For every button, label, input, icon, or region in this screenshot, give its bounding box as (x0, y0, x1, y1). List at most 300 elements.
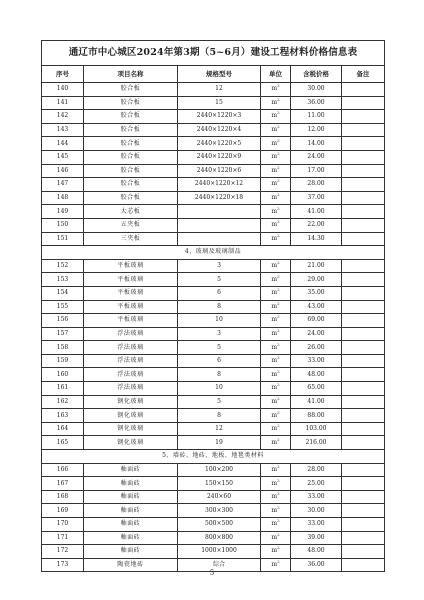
cell-note (342, 327, 385, 341)
unit-superscript: 2 (277, 219, 280, 225)
cell-note (342, 83, 385, 97)
unit-superscript: 2 (277, 151, 280, 157)
unit-superscript: 2 (277, 137, 280, 143)
cell-spec: 150×150 (178, 477, 261, 491)
cell-name: 胶合板 (84, 137, 178, 151)
cell-unit (261, 531, 291, 545)
table-row (42, 110, 385, 124)
table-row (42, 178, 385, 192)
cell-note (342, 150, 385, 164)
cell-price: 37.00 (291, 191, 342, 205)
cell-price: 12.00 (291, 123, 342, 137)
table-row (42, 354, 385, 368)
cell-note (342, 382, 385, 396)
cell-price: 39.00 (291, 531, 342, 545)
cell-unit (261, 123, 291, 137)
cell-price: 28.00 (291, 178, 342, 192)
unit-superscript: 2 (277, 477, 280, 483)
table-row (42, 504, 385, 518)
cell-name: 钢化玻璃 (84, 436, 178, 450)
cell-name: 釉面砖 (84, 545, 178, 559)
section-row (42, 450, 385, 464)
cell-unit (261, 477, 291, 491)
cell-spec: 6 (178, 354, 261, 368)
cell-note (342, 409, 385, 423)
cell-no: 150 (42, 218, 84, 232)
unit-base: m (271, 234, 278, 242)
cell-price: 29.00 (291, 273, 342, 287)
cell-unit (261, 314, 291, 328)
cell-note (342, 218, 385, 232)
unit-superscript: 2 (277, 260, 280, 266)
cell-note (342, 490, 385, 504)
table-row (42, 191, 385, 205)
cell-spec: 2440×1220×9 (178, 150, 261, 164)
unit-base: m (271, 465, 278, 473)
table-row (42, 341, 385, 355)
table-row (42, 123, 385, 137)
unit-base: m (271, 316, 278, 324)
cell-name: 陶瓷地砖 (84, 558, 178, 572)
cell-name: 釉面砖 (84, 477, 178, 491)
cell-note (342, 191, 385, 205)
cell-no: 169 (42, 504, 84, 518)
cell-name: 釉面砖 (84, 531, 178, 545)
cell-note (342, 518, 385, 532)
cell-unit (261, 341, 291, 355)
cell-name: 平板玻璃 (84, 314, 178, 328)
cell-note (342, 96, 385, 110)
unit-superscript: 2 (277, 232, 280, 238)
cell-spec: 2440×1220×18 (178, 191, 261, 205)
table-row (42, 327, 385, 341)
section-row (42, 246, 385, 260)
cell-spec: 12 (178, 83, 261, 97)
unit-base: m (271, 397, 278, 405)
cell-unit (261, 327, 291, 341)
table-body (42, 83, 385, 572)
unit-superscript: 2 (277, 164, 280, 170)
cell-name: 浮法玻璃 (84, 354, 178, 368)
cell-price: 36.00 (291, 558, 342, 572)
cell-price: 25.00 (291, 477, 342, 491)
cell-price: 65.00 (291, 382, 342, 396)
cell-unit (261, 368, 291, 382)
cell-spec: 15 (178, 96, 261, 110)
cell-no: 165 (42, 436, 84, 450)
col-header-no: 序号 (42, 66, 84, 83)
cell-name: 平板玻璃 (84, 300, 178, 314)
cell-name: 釉面砖 (84, 518, 178, 532)
cell-spec (178, 232, 261, 246)
table-title: 通辽市中心城区2024年第3期（5~6月）建设工程材料价格信息表 (42, 41, 385, 66)
unit-superscript: 2 (277, 287, 280, 293)
col-header-spec: 规格型号 (178, 66, 261, 83)
cell-no: 172 (42, 545, 84, 559)
unit-base: m (271, 98, 278, 106)
cell-unit (261, 273, 291, 287)
unit-base: m (271, 493, 278, 501)
cell-no: 148 (42, 191, 84, 205)
unit-superscript: 2 (277, 205, 280, 211)
unit-superscript: 2 (277, 355, 280, 361)
cell-unit (261, 300, 291, 314)
cell-name: 三夹板 (84, 232, 178, 246)
cell-spec (178, 218, 261, 232)
cell-unit (261, 422, 291, 436)
cell-no: 157 (42, 327, 84, 341)
unit-base: m (271, 207, 278, 215)
unit-base: m (271, 506, 278, 514)
cell-note (342, 368, 385, 382)
cell-note (342, 545, 385, 559)
cell-note (342, 205, 385, 219)
cell-price: 11.00 (291, 110, 342, 124)
unit-base: m (271, 329, 278, 337)
cell-note (342, 164, 385, 178)
cell-price: 26.00 (291, 341, 342, 355)
unit-base: m (271, 357, 278, 365)
cell-price: 43.00 (291, 300, 342, 314)
cell-name: 平板玻璃 (84, 273, 178, 287)
cell-no: 161 (42, 382, 84, 396)
cell-price: 88.00 (291, 409, 342, 423)
cell-no: 159 (42, 354, 84, 368)
unit-base: m (271, 384, 278, 392)
unit-base: m (271, 370, 278, 378)
cell-no: 147 (42, 178, 84, 192)
cell-spec: 2440×1220×3 (178, 110, 261, 124)
unit-superscript: 2 (277, 83, 280, 89)
cell-no: 163 (42, 409, 84, 423)
cell-note (342, 232, 385, 246)
cell-price: 69.00 (291, 314, 342, 328)
cell-price: 41.00 (291, 205, 342, 219)
table-row (42, 436, 385, 450)
table-row (42, 273, 385, 287)
unit-superscript: 2 (277, 341, 280, 347)
cell-unit (261, 259, 291, 273)
table-row (42, 409, 385, 423)
cell-unit (261, 137, 291, 151)
cell-spec: 5 (178, 273, 261, 287)
cell-unit (261, 164, 291, 178)
cell-unit (261, 218, 291, 232)
unit-base: m (271, 561, 278, 569)
cell-unit (261, 504, 291, 518)
cell-unit (261, 178, 291, 192)
col-header-note: 备注 (342, 66, 385, 83)
cell-unit (261, 232, 291, 246)
cell-price: 14.00 (291, 137, 342, 151)
cell-price: 28.00 (291, 463, 342, 477)
cell-name: 胶合板 (84, 191, 178, 205)
unit-base: m (271, 302, 278, 310)
unit-superscript: 2 (277, 436, 280, 442)
cell-name: 胶合板 (84, 150, 178, 164)
table-row (42, 164, 385, 178)
unit-base: m (271, 180, 278, 188)
unit-superscript: 2 (277, 518, 280, 524)
cell-name: 胶合板 (84, 164, 178, 178)
cell-no: 141 (42, 96, 84, 110)
unit-superscript: 2 (277, 559, 280, 565)
cell-price: 36.00 (291, 96, 342, 110)
cell-note (342, 314, 385, 328)
cell-price: 41.00 (291, 395, 342, 409)
table-row (42, 286, 385, 300)
cell-no: 171 (42, 531, 84, 545)
unit-base: m (271, 153, 278, 161)
cell-spec: 8 (178, 300, 261, 314)
cell-spec: 10 (178, 314, 261, 328)
table-row (42, 463, 385, 477)
cell-price: 35.00 (291, 286, 342, 300)
cell-note (342, 422, 385, 436)
cell-no: 145 (42, 150, 84, 164)
cell-note (342, 137, 385, 151)
cell-note (342, 504, 385, 518)
table-row (42, 382, 385, 396)
table-row (42, 150, 385, 164)
cell-spec: 5 (178, 341, 261, 355)
cell-note (342, 273, 385, 287)
unit-superscript: 2 (277, 178, 280, 184)
table-row (42, 96, 385, 110)
section-label: 5、墙砖、地砖、地板、地毯类材料 (42, 450, 385, 464)
cell-no: 162 (42, 395, 84, 409)
cell-spec: 500×500 (178, 518, 261, 532)
unit-base: m (271, 533, 278, 541)
cell-spec: 综合 (178, 558, 261, 572)
cell-name: 钢化玻璃 (84, 409, 178, 423)
cell-unit (261, 545, 291, 559)
cell-note (342, 477, 385, 491)
cell-note (342, 531, 385, 545)
cell-unit (261, 382, 291, 396)
col-header-name: 项目名称 (84, 66, 178, 83)
cell-name: 五夹板 (84, 218, 178, 232)
cell-name: 胶合板 (84, 83, 178, 97)
cell-name: 釉面砖 (84, 463, 178, 477)
cell-price: 33.00 (291, 518, 342, 532)
table-row (42, 490, 385, 504)
table-row (42, 368, 385, 382)
unit-base: m (271, 139, 278, 147)
cell-no: 153 (42, 273, 84, 287)
cell-spec: 8 (178, 368, 261, 382)
cell-unit (261, 150, 291, 164)
cell-no: 170 (42, 518, 84, 532)
cell-note (342, 395, 385, 409)
cell-spec: 800×800 (178, 531, 261, 545)
cell-name: 平板玻璃 (84, 286, 178, 300)
cell-no: 156 (42, 314, 84, 328)
unit-base: m (271, 343, 278, 351)
unit-base: m (271, 112, 278, 120)
cell-note (342, 463, 385, 477)
cell-no: 152 (42, 259, 84, 273)
cell-no: 158 (42, 341, 84, 355)
cell-unit (261, 110, 291, 124)
cell-name: 胶合板 (84, 123, 178, 137)
cell-name: 浮法玻璃 (84, 382, 178, 396)
cell-name: 平板玻璃 (84, 259, 178, 273)
cell-spec: 19 (178, 436, 261, 450)
cell-unit (261, 96, 291, 110)
unit-base: m (271, 438, 278, 446)
cell-name: 釉面砖 (84, 504, 178, 518)
cell-name: 釉面砖 (84, 490, 178, 504)
cell-note (342, 354, 385, 368)
unit-superscript: 2 (277, 192, 280, 198)
cell-unit (261, 191, 291, 205)
cell-spec: 2440×1220×6 (178, 164, 261, 178)
unit-base: m (271, 262, 278, 270)
cell-name: 胶合板 (84, 110, 178, 124)
table-row (42, 314, 385, 328)
cell-note (342, 178, 385, 192)
cell-note (342, 110, 385, 124)
cell-note (342, 123, 385, 137)
cell-unit (261, 83, 291, 97)
unit-superscript: 2 (277, 382, 280, 388)
cell-price: 14.30 (291, 232, 342, 246)
unit-base: m (271, 411, 278, 419)
cell-no: 173 (42, 558, 84, 572)
unit-superscript: 2 (277, 314, 280, 320)
cell-name: 大芯板 (84, 205, 178, 219)
cell-note (342, 286, 385, 300)
unit-superscript: 2 (277, 327, 280, 333)
price-table (41, 40, 385, 572)
cell-name: 浮法玻璃 (84, 327, 178, 341)
unit-superscript: 2 (277, 273, 280, 279)
cell-unit (261, 395, 291, 409)
cell-spec: 12 (178, 422, 261, 436)
cell-unit (261, 490, 291, 504)
cell-unit (261, 436, 291, 450)
cell-spec: 300×300 (178, 504, 261, 518)
unit-superscript: 2 (277, 491, 280, 497)
cell-unit (261, 409, 291, 423)
cell-spec: 2440×1220×5 (178, 137, 261, 151)
cell-price: 48.00 (291, 545, 342, 559)
cell-spec: 3 (178, 327, 261, 341)
cell-spec: 1000×1000 (178, 545, 261, 559)
unit-superscript: 2 (277, 110, 280, 116)
cell-price: 216.00 (291, 436, 342, 450)
cell-name: 胶合板 (84, 96, 178, 110)
cell-no: 149 (42, 205, 84, 219)
cell-unit (261, 354, 291, 368)
col-header-unit: 单位 (261, 66, 291, 83)
cell-price: 30.00 (291, 504, 342, 518)
unit-base: m (271, 275, 278, 283)
cell-spec: 6 (178, 286, 261, 300)
cell-no: 155 (42, 300, 84, 314)
table-row (42, 218, 385, 232)
cell-no: 140 (42, 83, 84, 97)
unit-superscript: 2 (277, 463, 280, 469)
table-row (42, 83, 385, 97)
table-row (42, 422, 385, 436)
cell-price: 33.00 (291, 354, 342, 368)
unit-superscript: 2 (277, 124, 280, 130)
cell-price: 30.00 (291, 83, 342, 97)
unit-base: m (271, 126, 278, 134)
cell-no: 154 (42, 286, 84, 300)
unit-superscript: 2 (277, 96, 280, 102)
unit-base: m (271, 479, 278, 487)
unit-superscript: 2 (277, 395, 280, 401)
cell-no: 146 (42, 164, 84, 178)
unit-superscript: 2 (277, 300, 280, 306)
cell-no: 142 (42, 110, 84, 124)
price-table-frame (41, 40, 384, 569)
cell-spec: 100×200 (178, 463, 261, 477)
unit-superscript: 2 (277, 545, 280, 551)
cell-spec: 3 (178, 259, 261, 273)
cell-price: 22.00 (291, 218, 342, 232)
unit-base: m (271, 85, 278, 93)
cell-spec: 8 (178, 409, 261, 423)
header-row (42, 66, 385, 83)
cell-unit (261, 463, 291, 477)
table-row (42, 232, 385, 246)
cell-unit (261, 286, 291, 300)
table-row (42, 477, 385, 491)
cell-price: 17.00 (291, 164, 342, 178)
table-row (42, 259, 385, 273)
unit-superscript: 2 (277, 368, 280, 374)
unit-base: m (271, 289, 278, 297)
unit-base: m (271, 194, 278, 202)
table-row (42, 137, 385, 151)
cell-name: 钢化玻璃 (84, 395, 178, 409)
cell-no: 168 (42, 490, 84, 504)
cell-price: 24.00 (291, 327, 342, 341)
cell-spec (178, 205, 261, 219)
table-row (42, 205, 385, 219)
cell-name: 浮法玻璃 (84, 368, 178, 382)
cell-name: 钢化玻璃 (84, 422, 178, 436)
cell-price: 103.00 (291, 422, 342, 436)
unit-superscript: 2 (277, 423, 280, 429)
cell-name: 浮法玻璃 (84, 341, 178, 355)
cell-no: 160 (42, 368, 84, 382)
cell-price: 24.00 (291, 150, 342, 164)
section-label: 4、玻璃及玻璃制品 (42, 246, 385, 260)
table-row (42, 545, 385, 559)
unit-superscript: 2 (277, 531, 280, 537)
cell-spec: 2440×1220×4 (178, 123, 261, 137)
cell-note (342, 436, 385, 450)
unit-base: m (271, 520, 278, 528)
cell-no: 143 (42, 123, 84, 137)
col-header-price: 含税价格 (291, 66, 342, 83)
cell-note (342, 259, 385, 273)
cell-price: 33.00 (291, 490, 342, 504)
cell-spec: 10 (178, 382, 261, 396)
cell-no: 151 (42, 232, 84, 246)
cell-note (342, 300, 385, 314)
cell-spec: 2440×1220×12 (178, 178, 261, 192)
unit-base: m (271, 425, 278, 433)
page-number: 5 (210, 568, 214, 577)
cell-no: 144 (42, 137, 84, 151)
unit-base: m (271, 547, 278, 555)
